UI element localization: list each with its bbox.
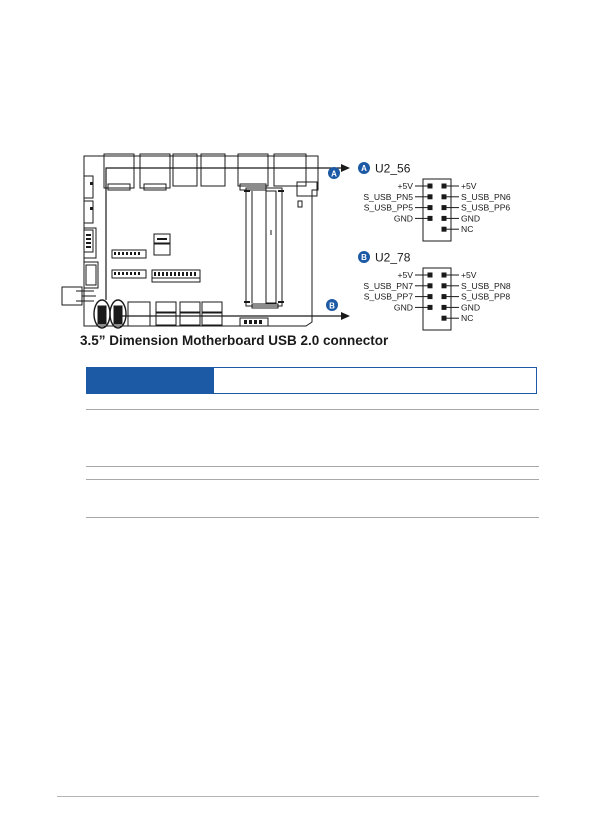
pin: [442, 283, 447, 288]
callout-badge-b-label: B: [329, 301, 335, 311]
pin: [442, 194, 447, 199]
table-rule: [86, 479, 539, 480]
pin: [442, 227, 447, 232]
pin-label-right: GND: [461, 302, 481, 313]
pin-label-right: S_USB_PN8: [461, 280, 511, 291]
pin-label-right: S_USB_PP8: [461, 291, 511, 302]
connector-name: U2_78: [375, 250, 411, 265]
pin: [428, 305, 433, 310]
table-rule: [86, 409, 539, 410]
pin: [442, 216, 447, 221]
pin-label-left: S_USB_PN5: [363, 191, 413, 202]
pin-label-right: NC: [461, 313, 474, 324]
spec-table-header: [86, 367, 537, 394]
pin-label-right: S_USB_PP6: [461, 202, 511, 213]
pin: [428, 194, 433, 199]
pin: [442, 316, 447, 321]
lan-port: [104, 154, 134, 188]
connector-name: U2_56: [375, 161, 411, 176]
table-rule: [86, 466, 539, 467]
pin-label-right: NC: [461, 224, 474, 235]
pin-label-left: GND: [393, 213, 413, 224]
pin-header-box: [423, 179, 451, 241]
pin: [428, 283, 433, 288]
spec-table-header-cell: [87, 368, 214, 393]
pin: [428, 273, 433, 278]
figure-caption: 3.5” Dimension Motherboard USB 2.0 connector: [80, 333, 389, 348]
pin-label-left: S_USB_PP7: [363, 291, 413, 302]
hdmi-port: [238, 154, 268, 186]
pin: [442, 205, 447, 210]
pin-label-left: S_USB_PN7: [363, 280, 413, 291]
memory-slot: [246, 188, 282, 306]
arrow-head-b: [341, 312, 350, 320]
pin: [442, 305, 447, 310]
pin-label-right: S_USB_PN6: [461, 191, 511, 202]
pin-label-left: GND: [393, 302, 413, 313]
pin: [442, 294, 447, 299]
callout-badge-a-label: A: [331, 169, 337, 179]
connector-u2-56: [358, 162, 511, 242]
pin: [428, 205, 433, 210]
pin-label-right: GND: [461, 213, 481, 224]
dp-port: [274, 154, 306, 186]
table-rule: [86, 517, 539, 518]
footer-rule: [57, 796, 539, 797]
connector-badge-label: B: [361, 253, 367, 262]
usb-port: [173, 154, 197, 186]
connector-badge-label: A: [361, 164, 367, 173]
pin: [442, 184, 447, 189]
pin: [428, 216, 433, 221]
pin-label-left: S_USB_PP5: [363, 202, 413, 213]
pin-header-box: [423, 268, 451, 330]
pin-label-left: +5V: [397, 181, 413, 191]
pin-label-left: +5V: [397, 270, 413, 280]
arrow-head-a: [341, 164, 350, 172]
pin: [442, 273, 447, 278]
pin: [428, 184, 433, 189]
pin-label-right: +5V: [461, 181, 477, 191]
connector-u2-78: [358, 251, 511, 331]
lan-port: [140, 154, 170, 188]
pin-label-right: +5V: [461, 270, 477, 280]
usb-port: [201, 154, 225, 186]
power-plug: [62, 287, 82, 305]
pin: [428, 294, 433, 299]
